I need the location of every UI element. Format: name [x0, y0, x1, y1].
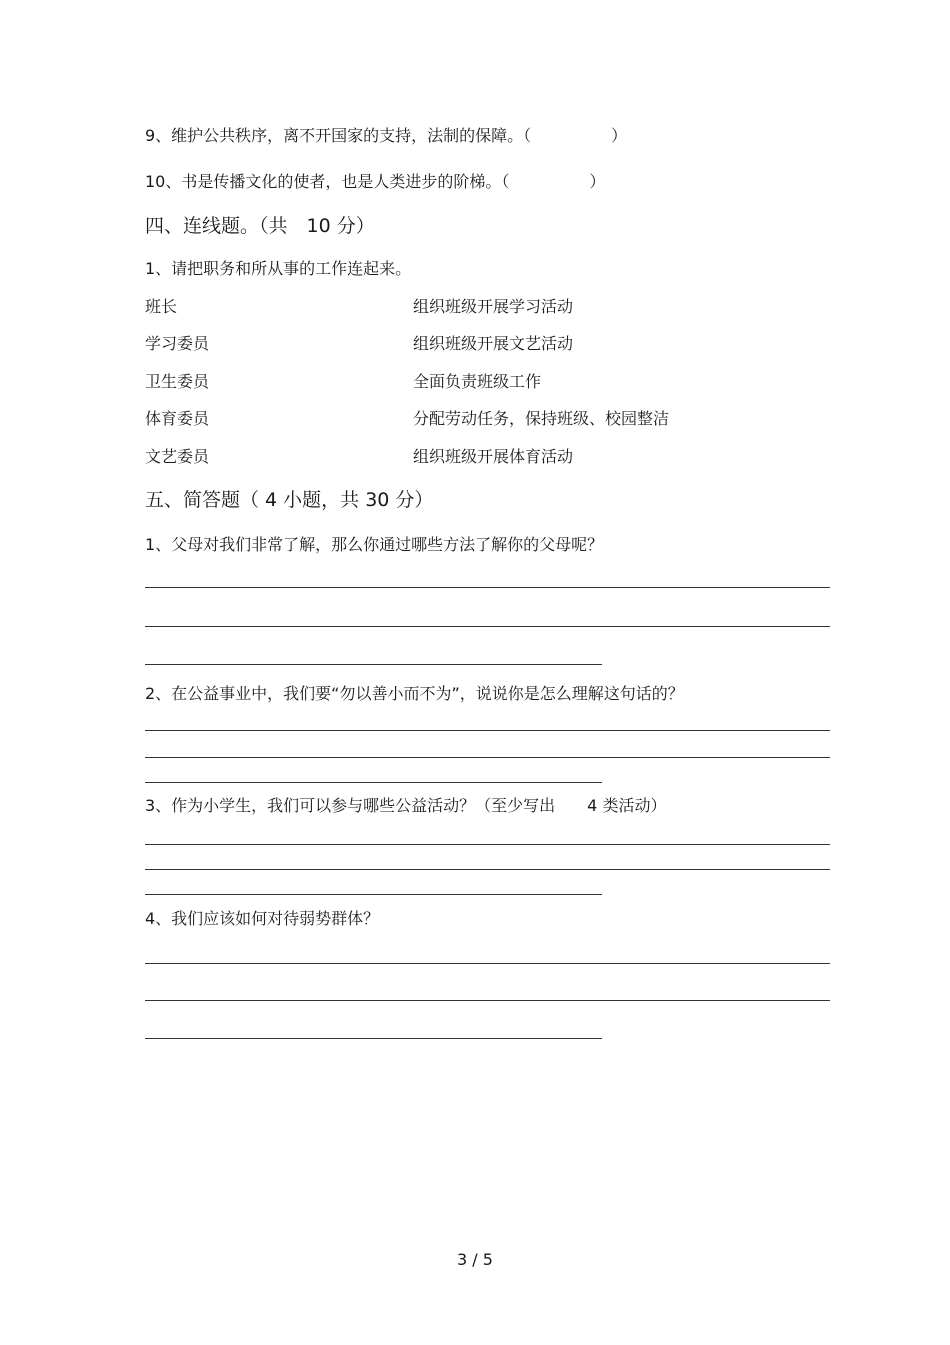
answer-line	[145, 626, 830, 627]
section-4-heading: 四、连线题。（共 10 分）	[145, 215, 375, 237]
section-5-question-4: 4、我们应该如何对待弱势群体？	[145, 909, 380, 928]
answer-line	[145, 1000, 830, 1001]
section-4-question-1: 1、请把职务和所从事的工作连起来。	[145, 259, 412, 278]
section-5-heading: 五、简答题（ 4 小题，共 30 分）	[145, 489, 434, 511]
answer-line	[145, 587, 830, 588]
question-10: 10、书是传播文化的使者，也是人类进步的阶梯。（ ）	[145, 172, 606, 191]
match-right-item: 分配劳动任务，保持班级、校园整洁	[413, 409, 670, 428]
question-9: 9、维护公共秩序，离不开国家的支持，法制的保障。（ ）	[145, 126, 628, 145]
page-number: 3 / 5	[457, 1250, 493, 1269]
answer-line	[145, 963, 830, 964]
answer-line	[145, 869, 830, 870]
match-left-item: 班长	[145, 297, 178, 316]
answer-line	[145, 664, 602, 665]
answer-line	[145, 1038, 602, 1039]
match-right-item: 组织班级开展学习活动	[413, 297, 574, 316]
match-left-item: 卫生委员	[145, 372, 210, 391]
section-5-question-2: 2、在公益事业中，我们要“勿以善小而不为”，说说你是怎么理解这句话的？	[145, 684, 684, 703]
match-left-item: 文艺委员	[145, 447, 210, 466]
answer-line	[145, 757, 830, 758]
match-left-item: 学习委员	[145, 334, 210, 353]
answer-line	[145, 730, 830, 731]
section-5-question-1: 1、父母对我们非常了解，那么你通过哪些方法了解你的父母呢？	[145, 535, 604, 554]
answer-line	[145, 844, 830, 845]
section-5-question-3: 3、作为小学生，我们可以参与哪些公益活动？（至少写出 4 类活动）	[145, 796, 667, 815]
match-right-item: 组织班级开展体育活动	[413, 447, 574, 466]
answer-line	[145, 894, 602, 895]
match-left-item: 体育委员	[145, 409, 210, 428]
answer-line	[145, 782, 602, 783]
match-right-item: 全面负责班级工作	[413, 372, 542, 391]
match-right-item: 组织班级开展文艺活动	[413, 334, 574, 353]
